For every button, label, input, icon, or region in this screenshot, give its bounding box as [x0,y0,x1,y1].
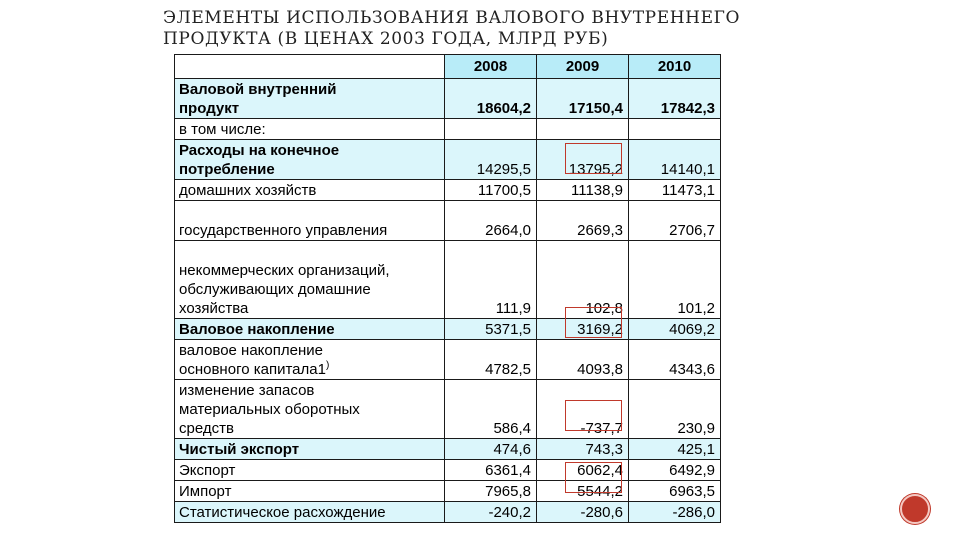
row-label-line: Статистическое расхождение [179,504,386,521]
value-cell-2008: 474,6 [445,439,537,460]
value-cell-2008: 7965,8 [445,481,537,502]
value-cell-2010: 17842,3 [629,79,721,119]
row-label [175,340,445,380]
row-label-line: Экспорт [179,462,236,479]
row-label-line: потребление [179,161,275,178]
row-label-line: изменение запасов [179,382,315,399]
row-label-line: валовое накопление [179,342,323,359]
row-label [175,241,445,319]
row-label-line: Расходы на конечное [179,142,340,159]
value-cell-2009: 4093,8 [537,340,629,380]
value-cell-2009: 5544,2 [537,481,629,502]
table-row [175,502,721,523]
value-cell-2010: 4069,2 [629,319,721,340]
value-cell-2009: 3169,2 [537,319,629,340]
value-cell-2009: 11138,9 [537,180,629,201]
page-title-line-1: ЭЛЕМЕНТЫ ИСПОЛЬЗОВАНИЯ ВАЛОВОГО ВНУТРЕННЕГО [163,8,740,28]
row-label-text: основного капитала1 [179,361,326,378]
row-label [175,201,445,241]
table-row [175,340,721,380]
value-cell-2008: 4782,5 [445,340,537,380]
table-row [175,201,721,241]
column-header-2008: 2008 [445,55,537,79]
row-label [175,502,445,523]
row-label-line: некоммерческих организаций, [179,262,390,279]
value-cell-2009: 2669,3 [537,201,629,241]
value-cell-2009: -280,6 [537,502,629,523]
row-label-line: государственного управления [179,222,388,239]
row-label [175,180,445,201]
column-header-2010: 2010 [629,55,721,79]
table-row [175,119,721,140]
row-label-line: Валовой внутренний [179,81,337,98]
row-label-line: хозяйства [179,300,249,317]
value-cell-2009: 743,3 [537,439,629,460]
value-cell-2010: 230,9 [629,380,721,439]
page-title [163,8,803,50]
table-row [175,380,721,439]
row-label-line [179,360,440,379]
row-label [175,319,445,340]
value-cell-2009: 6062,4 [537,460,629,481]
table-row [175,439,721,460]
row-label [175,79,445,119]
table-row [175,460,721,481]
value-cell-2009: 17150,4 [537,79,629,119]
value-cell-2010: 14140,1 [629,140,721,180]
row-label [175,439,445,460]
row-label [175,460,445,481]
value-cell-2010: 101,2 [629,241,721,319]
value-cell-2010: 425,1 [629,439,721,460]
column-header-2009: 2009 [537,55,629,79]
table-row [175,241,721,319]
table-header-row [175,55,721,79]
value-cell-2009: 13795,2 [537,140,629,180]
row-label [175,140,445,180]
value-cell-2010: 2706,7 [629,201,721,241]
row-label [175,481,445,502]
value-cell-2008: -240,2 [445,502,537,523]
table-row [175,140,721,180]
gdp-usage-table [174,54,720,521]
row-label [175,119,445,140]
row-label [175,380,445,439]
value-cell-2010: -286,0 [629,502,721,523]
table-row [175,79,721,119]
table-row [175,319,721,340]
value-cell-2009 [537,119,629,140]
row-label-line: обслуживающих домашние [179,281,371,298]
value-cell-2008: 2664,0 [445,201,537,241]
value-cell-2008 [445,119,537,140]
row-label-line: средств [179,420,234,437]
row-label-line: в том числе: [179,121,266,138]
value-cell-2010: 6963,5 [629,481,721,502]
value-cell-2008: 586,4 [445,380,537,439]
value-cell-2010 [629,119,721,140]
value-cell-2010: 6492,9 [629,460,721,481]
value-cell-2010: 11473,1 [629,180,721,201]
value-cell-2008: 6361,4 [445,460,537,481]
row-label-line: продукт [179,100,240,117]
row-label-line: домашних хозяйств [179,182,317,199]
value-cell-2009: 102,8 [537,241,629,319]
footnote-marker: ) [325,360,330,371]
value-cell-2010: 4343,6 [629,340,721,380]
value-cell-2008: 18604,2 [445,79,537,119]
row-label-line: Чистый экспорт [179,441,300,458]
table-row [175,481,721,502]
row-label-line [179,202,440,221]
value-cell-2008: 111,9 [445,241,537,319]
value-cell-2008: 11700,5 [445,180,537,201]
slide-number-badge-icon [900,494,930,524]
table-row [175,180,721,201]
page-title-line-2: ПРОДУКТА (В ЦЕНАХ 2003 ГОДА, МЛРД РУБ) [163,29,609,49]
row-label-line: Импорт [179,483,232,500]
value-cell-2008: 14295,5 [445,140,537,180]
value-cell-2008: 5371,5 [445,319,537,340]
row-label-line: Валовое накопление [179,321,335,338]
row-label-line [179,242,440,261]
table-corner-cell [175,55,445,79]
value-cell-2009: -737,7 [537,380,629,439]
row-label-line: материальных оборотных [179,401,360,418]
